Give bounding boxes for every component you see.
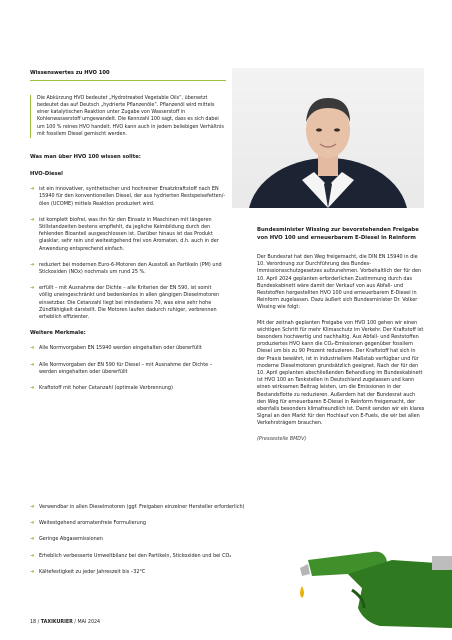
list-item: ➔ ist ein innovativer, synthetischer und hochreiner Ersatzkraftstoff nach EN 15940 für den konventionellen Diesel, der aus hydrierten Restspeisefetten/-ölen (UCOME) mittels Reaktion produziert wird.	[30, 186, 226, 207]
list-item: ➔ Verwendbar in allen Dieselmotoren (ggf. Freigaben einzelner Hersteller erforderlich)	[30, 504, 245, 510]
question-title: Was man über HVO 100 wissen sollte:	[30, 153, 141, 160]
arrow-icon: ➔	[30, 520, 35, 527]
arrow-icon: ➔	[30, 361, 35, 368]
arrow-icon: ➔	[30, 216, 35, 223]
hvo-diesel-title: HVO-Diesel	[30, 170, 63, 177]
list-item: ➔ erfüllt – mit Ausnahme der Dichte – alle Kriterien der EN 590, ist somit völlig uneingeschränkt und bedenkenlos in allen gängigen Dieselmotoren einsetzbar. Die Cetanzahl liegt bei mindestens 70, was eine sehr hohe Zündfähigkeit darstellt. Die Motoren laufen dadurch ruhiger, verbrennen erheblich effizienter.	[30, 285, 220, 321]
minister-portrait	[232, 68, 424, 208]
list-item: ➔ Alle Normvorgaben der EN 590 für Diesel – mit Ausnahme der Dichte – werden eingehalten oder übererfüllt	[30, 361, 213, 375]
arrow-icon: ➔	[30, 568, 35, 575]
arrow-icon: ➔	[30, 186, 35, 193]
magazine-name: TAXIKURIER	[40, 620, 73, 625]
hvo-bullet-list	[30, 186, 226, 321]
arrow-icon: ➔	[30, 261, 35, 268]
left-column	[30, 70, 226, 401]
list-item: ➔ Geringe Abgasemissionen	[30, 536, 103, 543]
article-paragraph: Der Bundesrat hat den Weg freigemacht, die DIN EN 15940 in die 10. Verordnung zur Durchführung des Bundes-Immissionsschutzgesetzes aufzunehmen. Vorbehaltlich der für den 10. April 2024 geplanten erforderlichen Zustimmung durch das Bundeskabinett wäre damit der Verkauf von aus Abfall- und Reststoffen hergestellten HVO 100 und erneuerbarem E-Diesel in Reinform zugelassen. Dazu äußert sich Bundesminister Dr. Volker Wissing wie folgt:	[257, 254, 422, 311]
features-title: Weitere Merkmale:	[30, 330, 86, 337]
fuel-nozzle-image	[252, 530, 452, 640]
list-item: ➔ ist komplett biofrei, was ihn für den Einsatz in Maschinen mit längeren Stillstandzeiten bestens empfiehlt, da jegliche Keimbildung durch den fehlenden Bioanteil ausgeschlossen ist. Darüber hinaus ist das Produkt glasklar, sehr rein und weitestgehend frei von Aromaten, d.h. auch in der Anwendung entsprechend einfach.	[30, 216, 219, 252]
portrait-illustration	[232, 68, 424, 208]
arrow-icon: ➔	[30, 345, 35, 352]
list-item: ➔ Kraftstoff mit hoher Cetanzahl (optimale Verbrennung)	[30, 385, 173, 392]
article-headline: Bundesminister Wissing zur bevorstehenden Freigabe von HVO 100 und erneuerbarem E-Diesel in Reinform	[257, 227, 419, 241]
arrow-icon: ➔	[30, 552, 35, 559]
feature-bullet-list	[30, 345, 226, 392]
article-paragraph: Mit der zeitnah geplanten Freigabe von HVO 100 gehen wir einen wichtigen Schritt für mehr Klimaschutz im Verkehr. Der Kraftstoff ist besonders hochwertig und nachhaltig. Aus Abfall- und Reststoffen produziertes HVO kann die CO₂-Emissionen gegenüber fossilem Diesel um bis zu 90 Prozent reduzieren. Der Kraftstoff hat sich in der Praxis bewährt, ist in industriellem Maßstab verfügbar und für moderne Dieselmotoren grundsätzlich geeignet. Nach der für den 10. April geplanten abschließenden Behandlung im Bundeskabinett ist HVO 100 an Tankstellen in Deutschland zugelassen und kann einen wirksamen Beitrag leisten, um die Emissionen in der Bestandsflotte zu reduzieren. Außerdem hat der Bundesrat auch den Weg für erneuerbaren E-Diesel in Reinform freigemacht, der ebenfalls besonders klimafreundlich ist. Damit senden wir ein klares Signal an den Markt für den Hochlauf von E-Fuels, die wir bei allen Verkehrsträgern brauchen.	[257, 319, 425, 427]
section-title: Wissenswertes zu HVO 100	[30, 70, 110, 76]
list-item: ➔ Erheblich verbesserte Umweltbilanz bei den Partikeln, Stickoxiden und bei CO₂	[30, 552, 232, 559]
list-item: ➔ Weitestgehend aromatenfreie Formulierung	[30, 520, 146, 527]
page-number: 18	[30, 620, 37, 625]
right-column	[257, 227, 425, 451]
page-footer: 18 / TAXIKURIER / MAI 2024	[30, 620, 101, 625]
arrow-icon: ➔	[30, 504, 35, 510]
list-item: ➔ Alle Normvorgaben EN 15940 werden eingehalten oder übererfüllt	[30, 345, 202, 352]
article-body	[257, 254, 425, 443]
section-divider	[30, 80, 226, 81]
issue-date: MAI 2024	[77, 620, 101, 625]
arrow-icon: ➔	[30, 385, 35, 392]
list-item: ➔ Kältefestigkeit zu jeder Jahreszeit bis –32°C	[30, 568, 146, 575]
list-item: ➔ reduziert bei modernen Euro-6-Motoren den Ausstoß an Partikeln (PM) und Stickoxiden (NOx) nochmals um rund 25 %.	[30, 261, 222, 275]
arrow-icon: ➔	[30, 536, 35, 543]
arrow-icon: ➔	[30, 285, 35, 292]
press-note: (Pressestelle BMDV)	[257, 435, 307, 442]
fuel-nozzle-illustration	[252, 530, 452, 640]
info-box: Die Abkürzung HVO bedeutet „Hydrotreated Vegetable Oils“, übersetzt bedeutet das auf Deutsch „hydrierte Pflanzenöle“. Pflanzenöl wird mittels einer katalytischen Reaktion unter Zugabe von Wasserstoff in Kohlenwasserstoff umgewandelt. Die Kennzahl 100 sagt, dass es sich dabei um 100 % reines HVO handelt. HVO kann auch in jedem beliebigen Verhältnis mit fossilem Diesel gemischt werden.	[30, 95, 226, 138]
